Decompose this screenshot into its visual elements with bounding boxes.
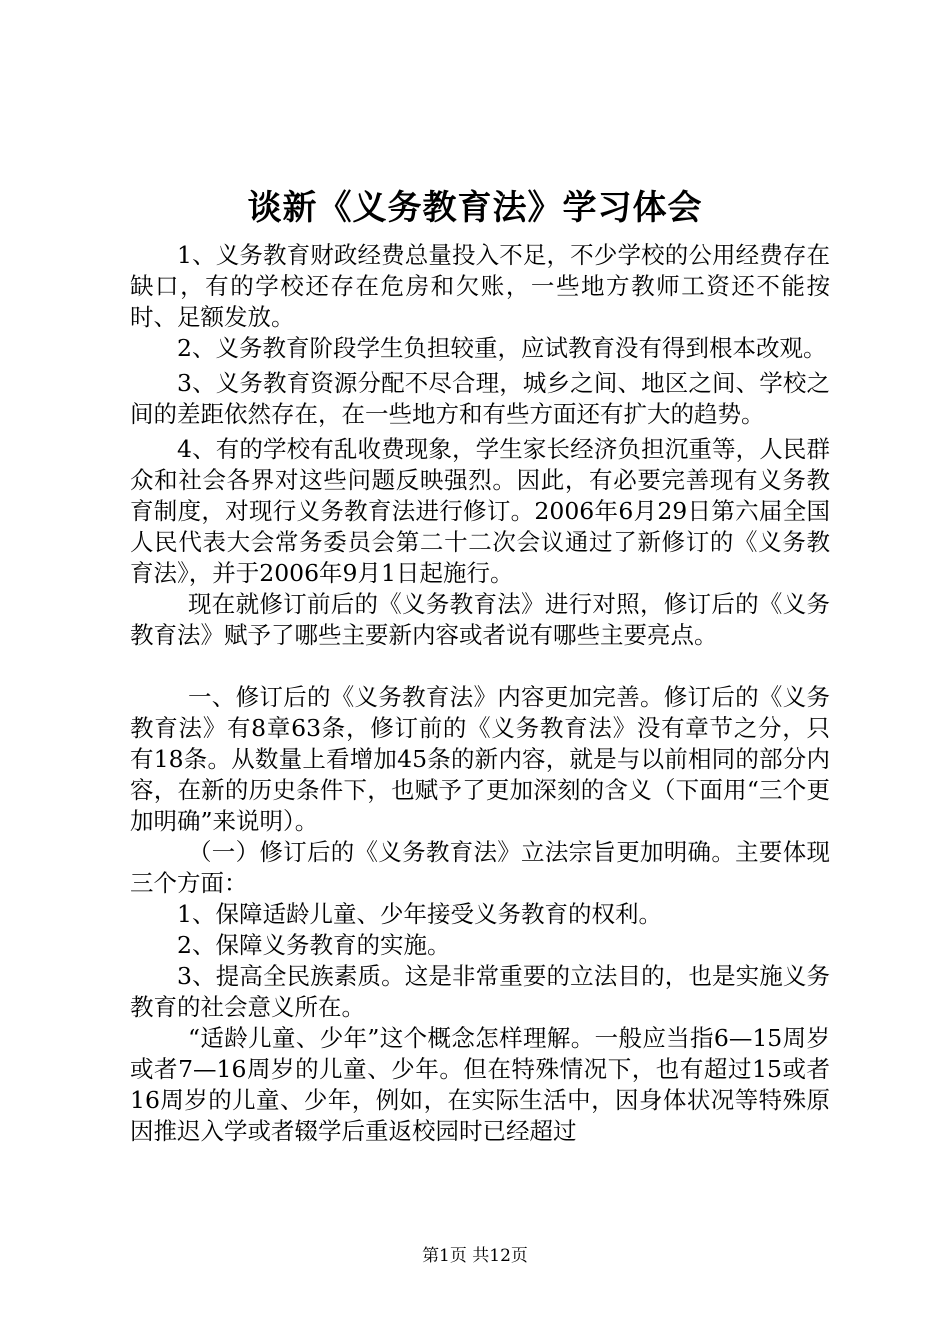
paragraph-3: 3、义务教育资源分配不尽合理，城乡之间、地区之间、学校之间的差距依然存在，在一些地方和有些方面还有扩大的趋势。: [130, 369, 830, 428]
paragraph-2: 2、义务教育阶段学生负担较重，应试教育没有得到根本改观。: [177, 334, 827, 362]
paragraph-8: 1、保障适龄儿童、少年接受义务教育的权利。: [177, 900, 662, 928]
paragraph-7: （一）修订后的《义务教育法》立法宗旨更加明确。主要体现三个方面：: [130, 838, 830, 897]
document-title: 谈新《义务教育法》学习体会: [247, 188, 703, 228]
document-body: [130, 240, 830, 1147]
paragraph-10: 3、提高全民族素质。这是非常重要的立法目的，也是实施义务教育的社会意义所在。: [130, 962, 830, 1021]
paragraph-11: “适龄儿童、少年”这个概念怎样理解。一般应当指6—15周岁或者7—16周岁的儿童、少年。但在特殊情况下，也有超过15或者16周岁的儿童、少年，例如，在实际生活中，因身体状况等特殊原因推迟入学或者辍学后重返校园时已经超过: [130, 1024, 830, 1145]
paragraph-4: 4、有的学校有乱收费现象，学生家长经济负担沉重等，人民群众和社会各界对这些问题反映强烈。因此，有必要完善现有义务教育制度，对现行义务教育法进行修订。2006年6月29日第六届全国人民代表大会常务委员会第二十二次会议通过了新修订的《义务教育法》，并于2006年9月1日起施行。: [130, 435, 830, 587]
page-footer: 第1页 共12页: [422, 1246, 528, 1266]
paragraph-5: 现在就修订前后的《义务教育法》进行对照，修订后的《义务教育法》赋予了哪些主要新内容或者说有哪些主要亮点。: [130, 590, 830, 649]
paragraph-6: 一、修订后的《义务教育法》内容更加完善。修订后的《义务教育法》有8章63条，修订前的《义务教育法》没有章节之分，只有18条。从数量上看增加45条的新内容，就是与以前相同的部分内容，在新的历史条件下，也赋予了更加深刻的含义（下面用“三个更加明确”来说明）。: [130, 683, 830, 835]
paragraph-9: 2、保障义务教育的实施。: [177, 931, 451, 959]
paragraph-1: 1、义务教育财政经费总量投入不足，不少学校的公用经费存在缺口，有的学校还存在危房和欠账，一些地方教师工资还不能按时、足额发放。: [130, 241, 830, 331]
